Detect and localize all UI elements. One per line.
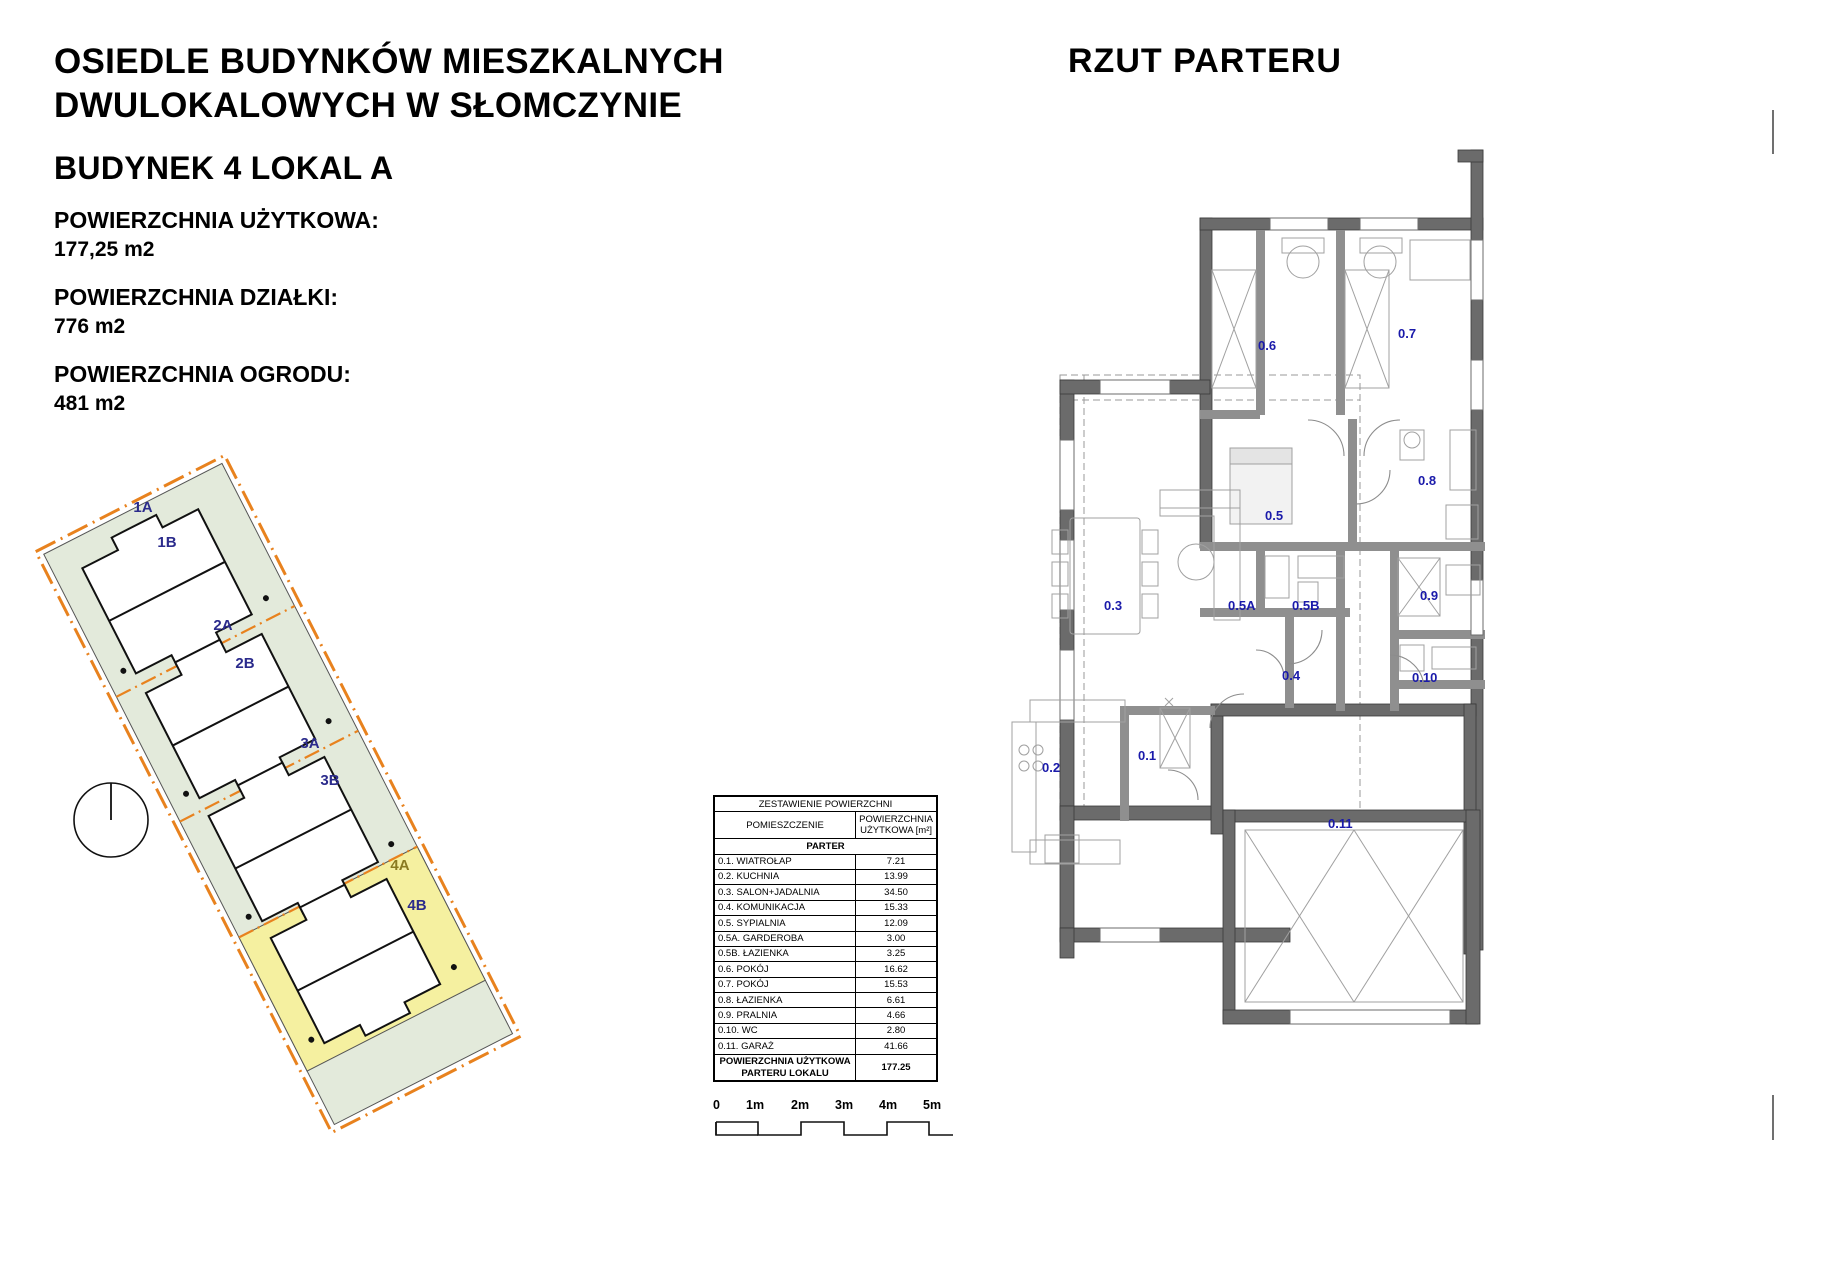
room-label-0.5: 0.5 bbox=[1265, 508, 1284, 523]
table-row: 0.7. POKÓJ 15.53 bbox=[715, 977, 937, 992]
room-label-0.8: 0.8 bbox=[1418, 473, 1437, 488]
garden-area-label: POWIERZCHNIA OGRODU: bbox=[54, 361, 351, 388]
table-row: 0.6. POKÓJ 16.62 bbox=[715, 962, 937, 977]
building-unit-title: BUDYNEK 4 LOKAL A bbox=[54, 149, 394, 186]
usable-area-value: 177,25 m2 bbox=[54, 237, 155, 261]
site-unit-label-3B: 3B bbox=[320, 772, 340, 789]
table-row: 0.8. ŁAZIENKA 6.61 bbox=[715, 993, 937, 1008]
plot-area-value: 776 m2 bbox=[54, 314, 126, 338]
site-unit-label-1B: 1B bbox=[157, 534, 177, 551]
room-label-0.1: 0.1 bbox=[1138, 748, 1157, 763]
north-symbol bbox=[74, 783, 148, 857]
garden-area-value: 481 m2 bbox=[54, 392, 126, 416]
table-total-row: POWIERZCHNIA UŻYTKOWA PARTERU LOKALU 177.25 bbox=[715, 1054, 937, 1081]
room-label-0.5B: 0.5B bbox=[1292, 598, 1320, 613]
floor-plan-svg bbox=[1042, 110, 1800, 1160]
site-unit-label-3A: 3A bbox=[300, 735, 320, 752]
room-label-0.5A: 0.5A bbox=[1228, 598, 1256, 613]
title-block bbox=[54, 40, 1004, 419]
scale-tick-2m: 2m bbox=[791, 1098, 810, 1112]
site-unit-label-4B: 4B bbox=[407, 897, 427, 914]
table-row: 0.10. WC 2.80 bbox=[715, 1023, 937, 1038]
scale-tick-1m: 1m bbox=[746, 1098, 765, 1112]
table-section-parter: PARTER bbox=[715, 839, 937, 854]
table-row: 0.3. SALON+JADALNIA 34.50 bbox=[715, 885, 937, 900]
table-row: 0.4. KOMUNIKACJA 15.33 bbox=[715, 900, 937, 915]
room-label-0.6: 0.6 bbox=[1258, 338, 1277, 353]
usable-area-label: POWIERZCHNIA UŻYTKOWA: bbox=[54, 206, 379, 233]
room-label-0.2: 0.2 bbox=[1042, 760, 1061, 775]
table-col-room: POMIESZCZENIE bbox=[715, 812, 856, 839]
site-unit-label-2A: 2A bbox=[213, 617, 233, 634]
table-row: 0.9. PRALNIA 4.66 bbox=[715, 1008, 937, 1023]
project-title-line2: DWULOKALOWYCH W SŁOMCZYNIE bbox=[54, 85, 683, 125]
project-title-line1: OSIEDLE BUDYNKÓW MIESZKALNYCH bbox=[54, 42, 724, 81]
scale-tick-3m: 3m bbox=[835, 1098, 854, 1112]
site-plan-svg bbox=[60, 470, 600, 1110]
floor-plan-title: RZUT PARTERU bbox=[1068, 42, 1342, 80]
room-label-0.3: 0.3 bbox=[1104, 598, 1123, 613]
scale-tick-5m: 5m bbox=[923, 1098, 942, 1112]
site-unit-label-4A: 4A bbox=[390, 857, 410, 874]
table-row: 0.11. GARAŻ 41.66 bbox=[715, 1039, 937, 1054]
room-label-0.10: 0.10 bbox=[1412, 670, 1438, 685]
table-row: 0.2. KUCHNIA 13.99 bbox=[715, 869, 937, 884]
table-col-area-line2: UŻYTKOWA [m²] bbox=[860, 825, 933, 837]
table-row: 0.5B. ŁAZIENKA 3.25 bbox=[715, 946, 937, 961]
plot-area-label: POWIERZCHNIA DZIAŁKI: bbox=[54, 283, 339, 310]
scale-tick-4m: 4m bbox=[879, 1098, 898, 1112]
table-row: 0.1. WIATROŁAP 7.21 bbox=[715, 854, 937, 869]
scale-bar-graphic bbox=[713, 1120, 958, 1156]
scale-bar bbox=[713, 1098, 958, 1150]
room-label-0.7: 0.7 bbox=[1398, 326, 1417, 341]
room-label-0.9: 0.9 bbox=[1420, 588, 1439, 603]
area-schedule-table bbox=[713, 795, 938, 1082]
floor-plan bbox=[1042, 110, 1800, 1160]
table-row: 0.5A. GARDEROBA 3.00 bbox=[715, 931, 937, 946]
room-label-0.11: 0.11 bbox=[1328, 816, 1353, 831]
scale-tick-0: 0 bbox=[713, 1098, 720, 1112]
table-col-area-line1: POWIERZCHNIA bbox=[859, 813, 933, 825]
table-title: ZESTAWIENIE POWIERZCHNI bbox=[715, 797, 937, 812]
site-plan bbox=[60, 470, 600, 1110]
room-label-0.4: 0.4 bbox=[1282, 668, 1301, 683]
site-unit-label-1A: 1A bbox=[133, 499, 153, 516]
table-row: 0.5. SYPIALNIA 12.09 bbox=[715, 916, 937, 931]
site-unit-label-2B: 2B bbox=[235, 655, 255, 672]
